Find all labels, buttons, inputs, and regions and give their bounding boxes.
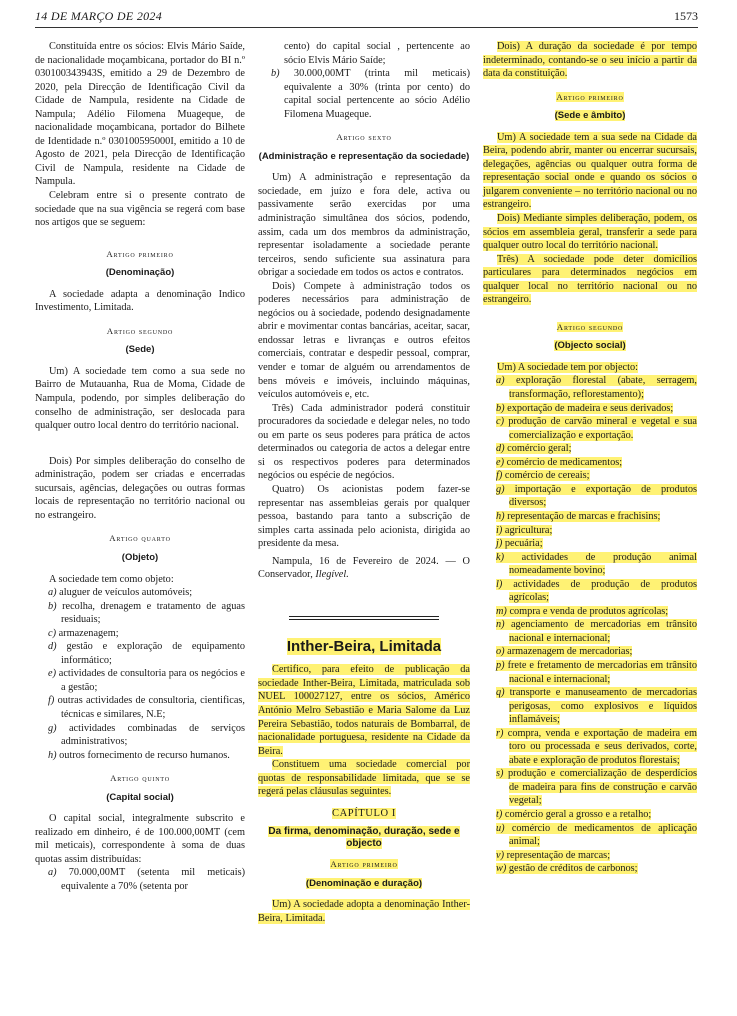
header-rule	[35, 27, 698, 28]
list-item: n) agenciamento de mercadorias em trânsito nacional e internacional;	[496, 619, 697, 644]
list-item: d) comércio geral;	[496, 443, 572, 455]
paragraph: A sociedade adapta a denominação Indico Investimento, Limitada.	[35, 288, 245, 314]
paragraph: Dois) Por simples deliberação do conselho de administração, podem ser criadas e encerradas sucursais, agências, delegações ou outras formas locais de representação no território nacional ou no estrangeiro.	[35, 455, 245, 521]
list-item: r) compra, venda e exportação de madeira em toro ou processada e seus derivados, corte, abate e exploração de produtos florestais;	[496, 727, 697, 766]
article-title: (Denominação e duração)	[305, 877, 423, 889]
list-item: c) armazenagem;	[48, 627, 119, 639]
intro-paragraph: Constituída entre os sócios: Elvis Mário Saíde, de nacionalidade moçambicana, portador do BI n.º 030100343943S, emitido a 29 de Dezembro de 2020, pela Direcção de Identificação Civil da Cidade de Nampula, residente na Cidade de Nampula; Adélio Filomena Muageque, de nacionalidade moçambicana, portador do Bilhete de Identidade n.º 030100595000I, emitido a 10 de Agosto de 2021, pela Direcção de Identificação Civil de Nampula, residente na Cidade de Nampula.	[35, 41, 245, 188]
article-heading: Artigo sexto	[336, 132, 392, 143]
paragraph: Um) A administração e representação da sociedade, em juízo e fora dele, activa ou passivamente serão exercidas por uma administração simultânea dos sócios, podendo, assim, cada um dos membros da administração, representar isoladamente a sociedade perante terceiros, sendo suficiente sua assinatura para obrigar a sociedade em todos os actos e contratos.	[258, 172, 470, 279]
paragraph: O capital social, integralmente subscrito e realizado em dinheiro, é de 100.000,00MT (cem mil meticais), correspondente à soma de duas quotas assim distribuídas:	[35, 813, 245, 865]
chapter-heading: CAPÍTULO I	[331, 807, 397, 819]
article-title: (Denominação)	[105, 267, 175, 279]
list-item: l) actividades de produção de produtos agrícolas;	[496, 578, 697, 604]
celebram-paragraph: Celebram entre si o presente contrato de sociedade que na sua vigência se regerá com base nos artigos que se seguem:	[35, 190, 245, 229]
list-item: i) agricultura;	[496, 524, 553, 536]
list-item: f) comércio de cereais;	[496, 470, 590, 482]
paragraph: Três) Cada administrador poderá constituir procuradores da sociedade e delegar neles, no todo ou em parte os seus poderes para prática de actos determinados ou categoria de actos a delegar entre si os respectivos poderes para determinados negócios ou espécie de negócios.	[258, 402, 470, 482]
list-item: a) 70.000,00MT (setenta mil meticais) equivalente a 70% (setenta por	[48, 867, 245, 892]
list-item: s) produção e comercialização de desperdícios de madeira para fins de construção e carvão vegetal;	[496, 768, 698, 807]
list-item: f) outras actividades de consultoria, cientificas, técnicas e similares, N.E;	[48, 695, 245, 720]
list-item: g) actividades combinadas de serviços administrativos;	[48, 722, 246, 748]
list-item: g) importação e exportação de produtos diversos;	[496, 483, 697, 509]
list-item: p) frete e fretamento de mercadorias em trânsito nacional e internacional;	[496, 659, 698, 685]
list-item: t) comércio geral a grosso e a retalho;	[496, 808, 652, 820]
list-item: m) compra e venda de produtos agrícolas;	[496, 605, 669, 617]
paragraph: A sociedade tem como objeto:	[49, 573, 174, 585]
list-item: w) gestão de créditos de carbonos;	[496, 863, 638, 875]
paragraph: Um) A sociedade adopta a denominação Inther-Beira, Limitada.	[258, 899, 470, 924]
article-heading: Artigo quarto	[109, 533, 171, 544]
list-item: e) actividades de consultoria para os negócios e a gestão;	[48, 668, 246, 693]
certifico-paragraph: Certifico, para efeito de publicação da sociedade Inther-Beira, Limitada, matriculada sob NUEL 100027127, entre os sócios, Américo António Melro Sebastião e Maria Salome da Luz Pereira Sebastião, todos naturais de Bombarral, de nacionalidade portuguesa, residente na Cidade da Beira.	[258, 664, 470, 757]
paragraph: Três) A sociedade pode deter domicílios particulares para determinados negócios em qualquer local no território nacional ou no estrangeiro.	[483, 253, 697, 306]
closing: Nampula, 16 de Fevereiro de 2024. — O Conservador, Ilegível.	[258, 555, 470, 581]
list-item: e) comércio de medicamentos;	[496, 456, 623, 468]
divider	[289, 619, 439, 620]
column-1	[35, 40, 245, 894]
list-item: d) gestão e exploração de equipamento informático;	[48, 641, 245, 666]
list-item: q) transporte e manuseamento de mercadorias perigosas, como explosivos e líquidos inflamáveis;	[496, 687, 697, 726]
list-item: j) pecuária;	[496, 538, 543, 550]
page-header	[35, 9, 698, 27]
company-title: Inther-Beira, Limitada	[286, 637, 442, 655]
article-heading: Artigo quinto	[110, 773, 170, 784]
list-item-continued: cento) do capital social , pertencente ao sócio Elvis Mário Saíde;	[284, 41, 470, 66]
article-title: (Sede e âmbito)	[554, 110, 626, 122]
column-3	[483, 40, 697, 876]
chapter-title: Da firma, denominação, duração, sede e objecto	[268, 826, 460, 850]
list-item: k) actividades de produção animal nomeadamente bovino;	[496, 551, 697, 577]
list-item: b) 30.000,00MT (trinta mil meticais) equivalente a 30% (trinta por cento) do capital social pertencente ao sócio Adélio Filomena Muageque.	[271, 68, 470, 120]
paragraph: Quatro) Os acionistas podem fazer-se representar nas assembleias gerais por qualquer pessoa, bastando para tanto a subscrição de simples carta assinada pelo acionista, dirigida ao presidente da mesa.	[258, 483, 470, 550]
list-item: b) recolha, drenagem e tratamento de aguas residuais;	[48, 600, 245, 626]
article-heading: Artigo segundo	[556, 321, 624, 332]
list-item: h) representação de marcas e frachisins;	[496, 510, 661, 522]
divider	[289, 616, 439, 617]
list-item: h) outros fornecimento de recurso humanos.	[48, 749, 230, 761]
paragraph: Dois) A duração da sociedade é por tempo indeterminado, contando-se o seu início a partir da data da constituição.	[483, 41, 697, 80]
article-title: (Capital social)	[106, 791, 174, 803]
article-heading: Artigo segundo	[106, 325, 174, 336]
list-item: a) aluguer de veículos automóveis;	[48, 587, 193, 599]
article-title: (Sede)	[125, 344, 155, 356]
page-number: 1573	[674, 9, 698, 23]
list-item: b) exportação de madeira e seus derivados;	[496, 402, 674, 414]
header-date: 14 DE MARÇO DE 2024	[35, 9, 163, 23]
paragraph: Dois) Mediante simples deliberação, podem, os sócios em assembleia geral, transferir a sede para qualquer outro local do território nacional.	[483, 213, 697, 252]
article-heading: Artigo primeiro	[556, 91, 624, 102]
paragraph: Um) A sociedade tem como a sua sede no Bairro de Mutauanha, Rua de Moma, Cidade de Nampula, podendo, por simples deliberação do conselho de administração, ser deslocada para qualquer outro local dentro do território nacional.	[35, 365, 245, 432]
paragraph: Dois) Compete à administração todos os poderes necessários para administração de negócios ou à sociedade, podendo designadamente abrir e movimentar contas bancárias, aceitar, sacar, endossar letras e livranças e outros efeitos comerciais, contratar e despedir pessoal, comprar, vender e tomar de alguém ou arrendamentos de bens móveis e imóveis, incluindo máquinas, veículos automóveis e, etc.	[258, 280, 470, 401]
paragraph: Um) A sociedade tem a sua sede na Cidade da Beira, podendo abrir, manter ou encerrar sucursais, delegações, agências ou qualquer outra forma de representação social onde e quando os sócios o julgarem conveniente – no território nacional ou no estrangeiro.	[483, 131, 697, 211]
constituem-paragraph: Constituem uma sociedade comercial por quotas de responsabilidade limitada, que se se regerá pelas cláusulas seguintes.	[258, 759, 470, 798]
list-item: c) produção de carvão mineral e vegetal e sua comercialização e exportação.	[496, 416, 697, 441]
column-2	[258, 40, 470, 926]
paragraph: Um) A sociedade tem por objecto:	[497, 361, 638, 373]
list-item: a) exploração florestal (abate, serragem, transformação, reflorestamento);	[496, 375, 697, 401]
list-item: u) comércio de medicamentos de aplicação animal;	[496, 822, 697, 848]
article-heading: Artigo primeiro	[106, 248, 174, 259]
article-title: (Objecto social)	[554, 340, 626, 352]
objeto-list	[35, 586, 245, 762]
article-heading: Artigo primeiro	[330, 859, 398, 870]
article-title: (Administração e representação da sociedade)	[258, 150, 470, 162]
objecto-list	[483, 374, 697, 875]
list-item: o) armazenagem de mercadorias;	[496, 646, 633, 658]
list-item: v) representação de marcas;	[496, 849, 611, 861]
article-title: (Objeto)	[121, 551, 159, 563]
